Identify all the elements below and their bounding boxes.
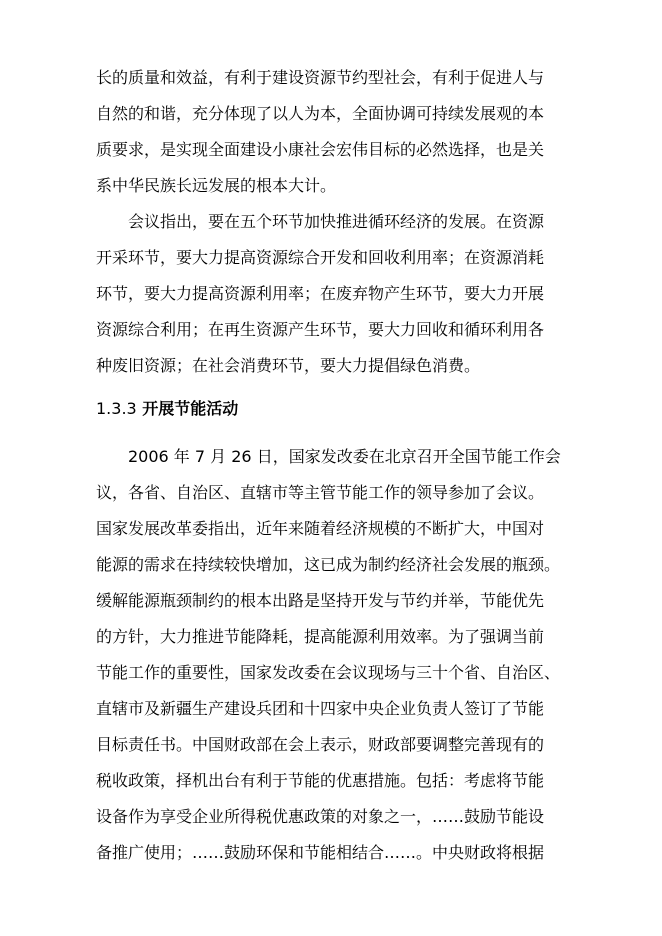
- paragraph-line: 的方针，大力推进节能降耗，提高能源利用效率。为了强调当前: [96, 627, 545, 646]
- paragraph-line: 国家发展改革委指出，近年来随着经济规模的不断扩大，中国对: [96, 519, 545, 538]
- paragraph-line: 2006 年 7 月 26 日，国家发改委在北京召开全国节能工作会: [128, 447, 561, 466]
- paragraph-line: 节能工作的重要性，国家发改委在会议现场与三十个省、自治区、: [96, 663, 561, 682]
- paragraph-line: 质要求，是实现全面建设小康社会宏伟目标的必然选择，也是关: [96, 140, 545, 159]
- paragraph-line: 会议指出，要在五个环节加快推进循环经济的发展。在资源: [128, 212, 545, 231]
- paragraph-line: 备推广使用；……鼓励环保和节能相结合……。中央财政将根据: [96, 843, 545, 862]
- paragraph-line: 系中华民族长远发展的根本大计。: [96, 176, 337, 195]
- paragraph-line: 目标责任书。中国财政部在会上表示，财政部要调整完善现有的: [96, 735, 545, 754]
- paragraph-line: 资源综合利用；在再生资源产生环节，要大力回收和循环利用各: [96, 320, 545, 339]
- paragraph-line: 长的质量和效益，有利于建设资源节约型社会，有利于促进人与: [96, 68, 545, 87]
- paragraph-line: 直辖市及新疆生产建设兵团和十四家中央企业负责人签订了节能: [96, 699, 545, 718]
- paragraph-line: 能源的需求在持续较快增加，这已成为制约经济社会发展的瓶颈。: [96, 555, 561, 574]
- paragraph-line: 种废旧资源；在社会消费环节，要大力提倡绿色消费。: [96, 356, 481, 375]
- paragraph-line: 议，各省、自治区、直辖市等主管节能工作的领导参加了会议。: [96, 483, 545, 502]
- paragraph-line: 开采环节，要大力提高资源综合开发和回收利用率；在资源消耗: [96, 248, 545, 267]
- section-heading: [96, 399, 238, 419]
- section-number: 1.3.3: [96, 399, 137, 418]
- paragraph-line: 设备作为享受企业所得税优惠政策的对象之一，……鼓励节能设: [96, 807, 545, 826]
- paragraph-line: 缓解能源瓶颈制约的根本出路是坚持开发与节约并举，节能优先: [96, 591, 545, 610]
- paragraph-line: 环节，要大力提高资源利用率；在废弃物产生环节，要大力开展: [96, 284, 545, 303]
- paragraph-line: 税收政策，择机出台有利于节能的优惠措施。包括：考虑将节能: [96, 771, 545, 790]
- paragraph-line: 自然的和谐，充分体现了以人为本，全面协调可持续发展观的本: [96, 104, 545, 123]
- section-title: 开展节能活动: [142, 399, 239, 418]
